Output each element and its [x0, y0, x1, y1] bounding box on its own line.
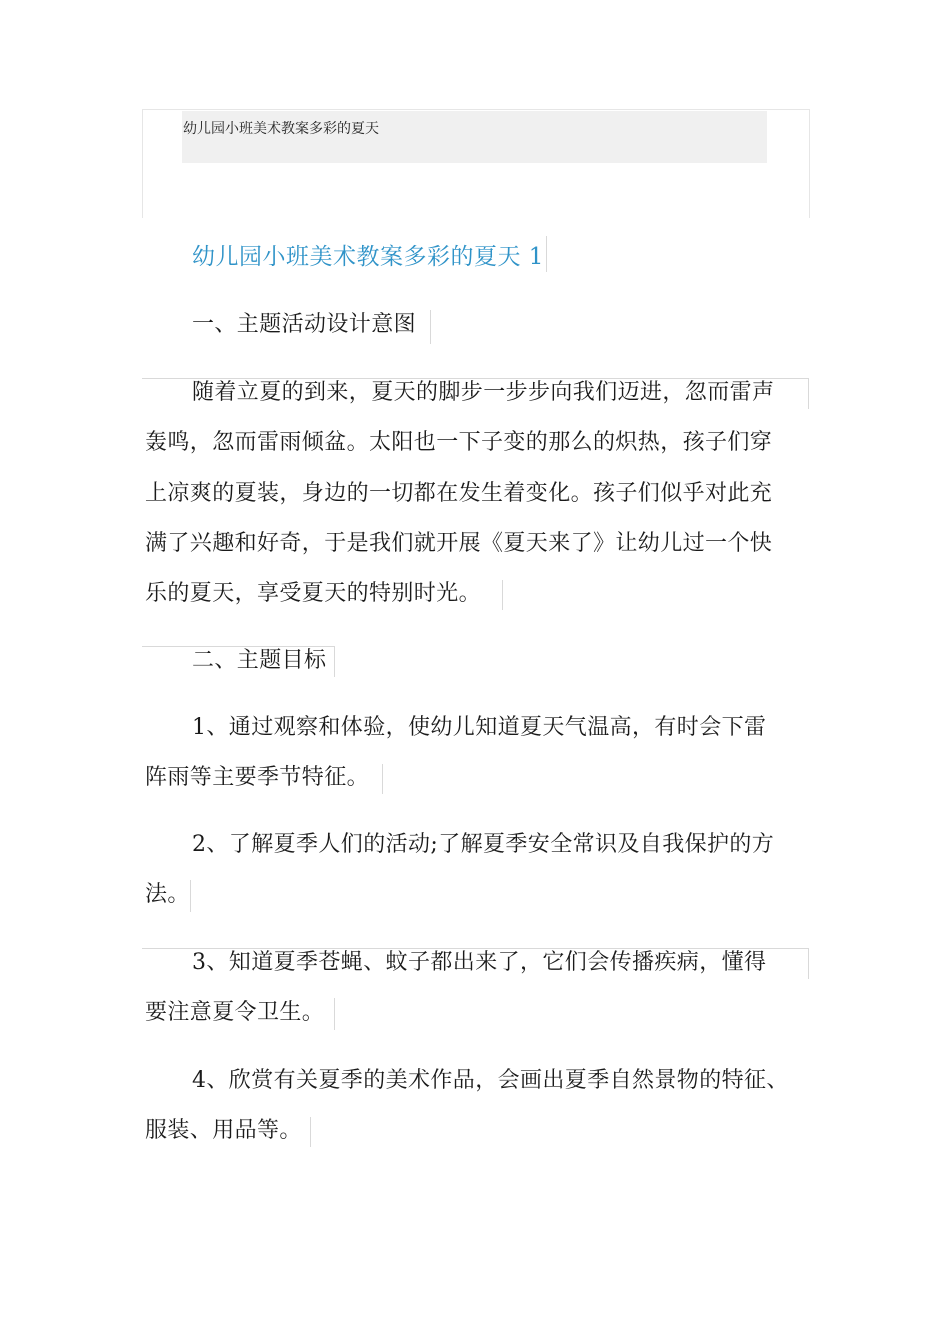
- goal-line: 阵雨等主要季节特征。: [145, 765, 370, 790]
- goal-line: 2、了解夏季人们的活动;了解夏季安全常识及自我保护的方: [192, 832, 775, 857]
- goal-line: 3、知道夏季苍蝇、蚊子都出来了，它们会传播疾病，懂得: [192, 950, 767, 975]
- section-heading-1: 一、主题活动设计意图: [192, 312, 417, 337]
- text-boundary-mark: [168, 880, 191, 912]
- paragraph-line: 随着立夏的到来，夏天的脚步一步步向我们迈进，忽而雷声: [192, 380, 775, 405]
- paragraph-line: 满了兴趣和好奇，于是我们就开展《夏天来了》让幼儿过一个快: [145, 531, 773, 556]
- goal-line: 服装、用品等。: [145, 1118, 302, 1143]
- header-title: 幼儿园小班美术教案多彩的夏天: [183, 121, 379, 137]
- paragraph-line: 乐的夏天，享受夏天的特别时光。: [145, 581, 482, 606]
- text-boundary-mark: [480, 580, 503, 610]
- paragraph-line: 上凉爽的夏装，身边的一切都在发生着变化。孩子们似乎对此充: [145, 481, 773, 506]
- goal-line: 1、通过观察和体验，使幼儿知道夏天气温高，有时会下雷: [192, 715, 767, 740]
- text-boundary-mark: [400, 310, 431, 344]
- goal-line: 要注意夏令卫生。: [145, 1000, 325, 1025]
- text-boundary-mark: [350, 764, 383, 794]
- text-boundary-mark: [520, 236, 547, 272]
- goal-line: 法。: [145, 882, 190, 907]
- goal-line: 4、欣赏有关夏季的美术作品，会画出夏季自然景物的特征、: [192, 1068, 789, 1093]
- paragraph-line: 轰鸣，忽而雷雨倾盆。太阳也一下子变的那么的炽热，孩子们穿: [145, 430, 773, 455]
- text-boundary-mark: [290, 1117, 311, 1147]
- section-heading-2: 二、主题目标: [192, 648, 327, 673]
- document-title: 幼儿园小班美术教案多彩的夏天 1: [192, 244, 544, 270]
- text-boundary-mark: [314, 998, 335, 1030]
